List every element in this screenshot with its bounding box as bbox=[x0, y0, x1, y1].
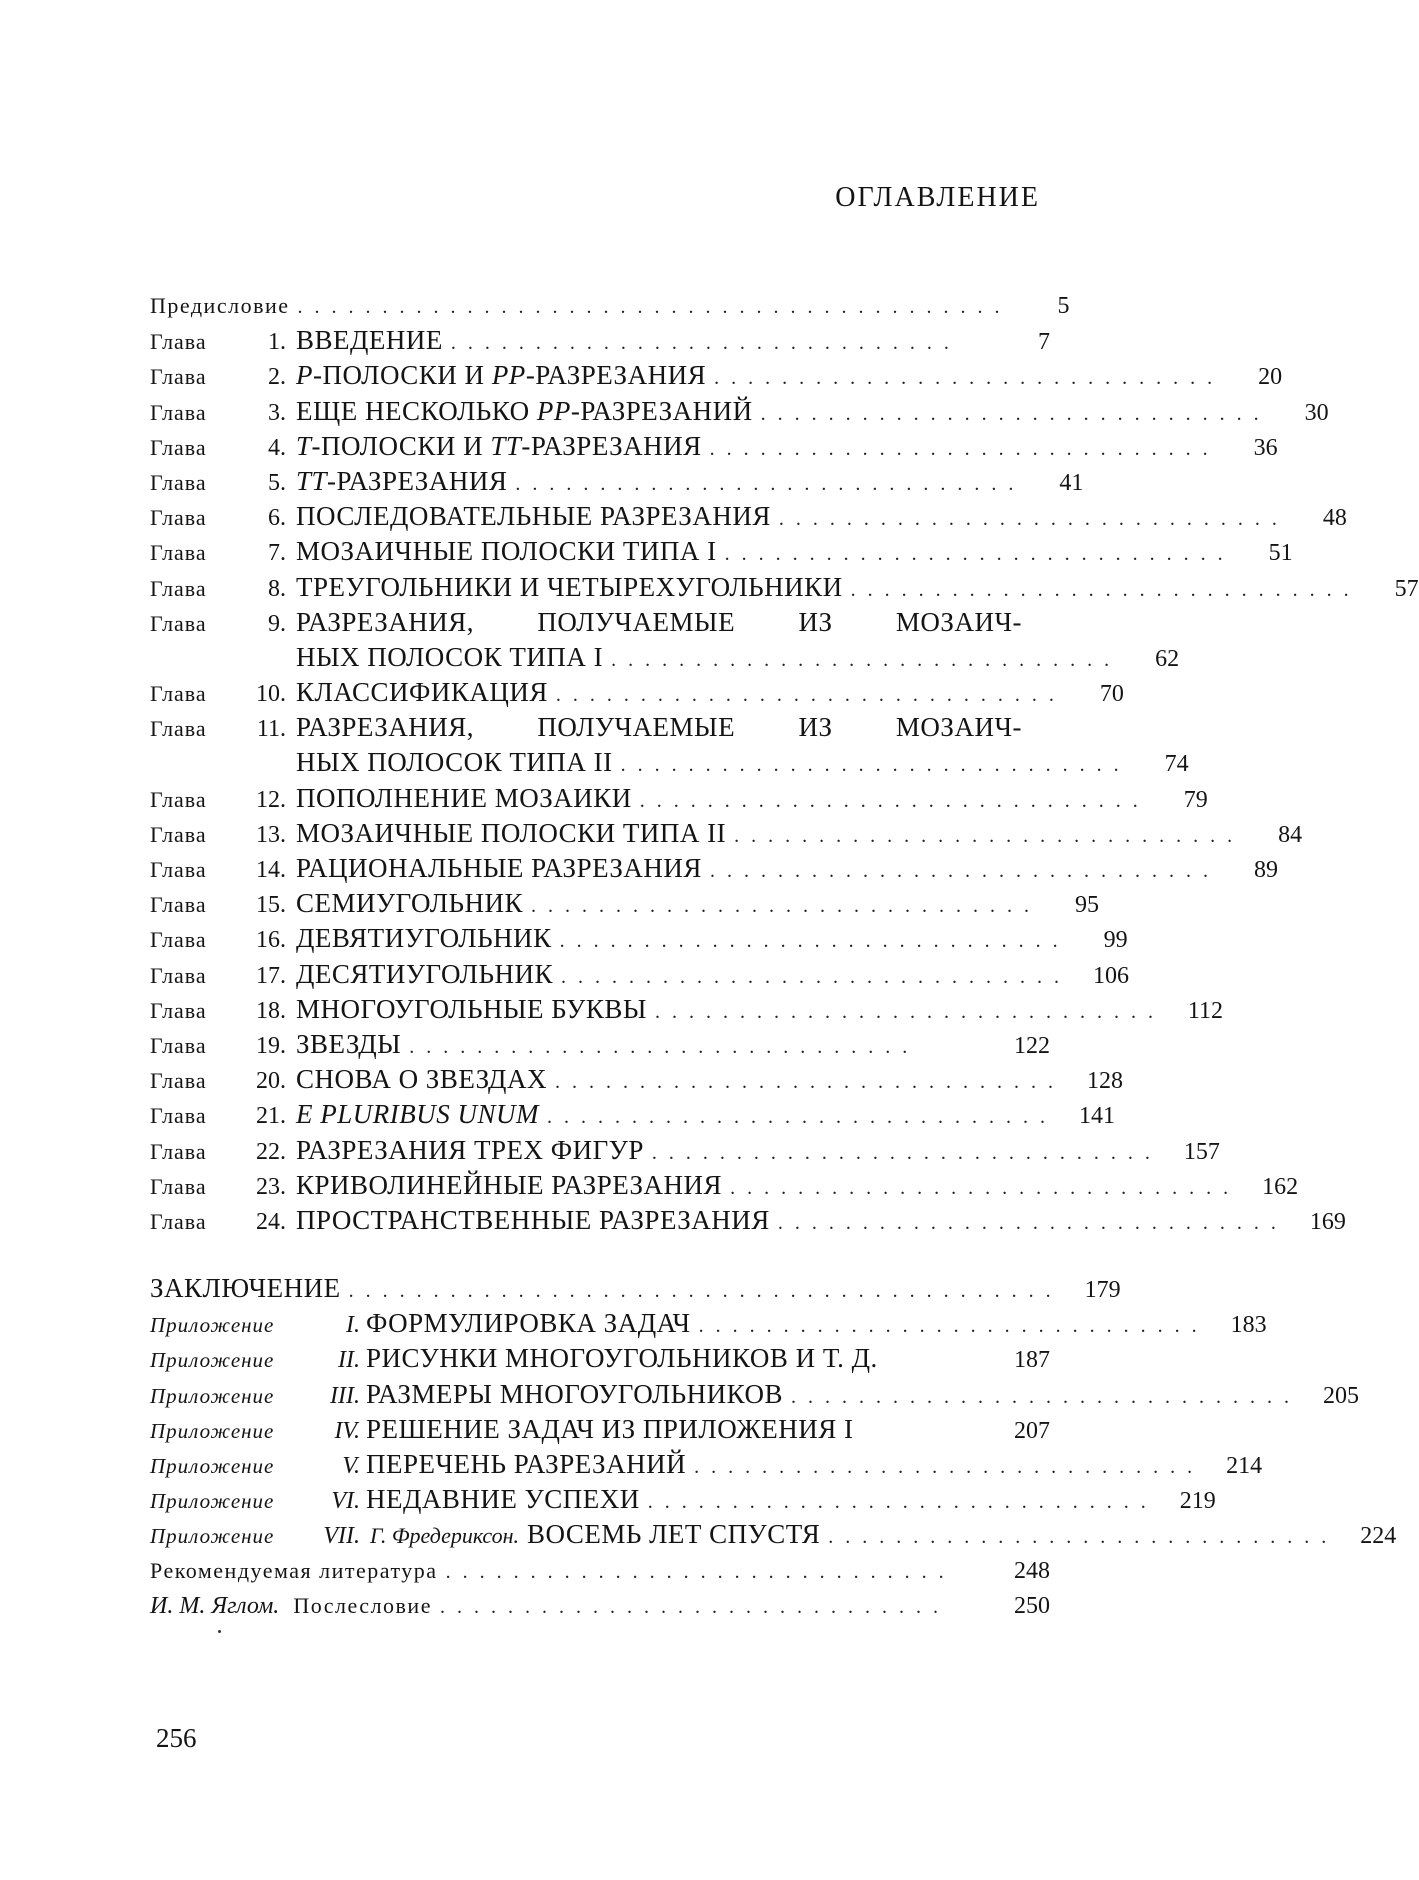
chapter-number: 12. bbox=[236, 783, 296, 818]
dot-leader: .............................. bbox=[515, 467, 1025, 502]
chapter-title: ПРОСТРАНСТВЕННЫЕ РАЗРЕЗАНИЯ bbox=[296, 1203, 770, 1238]
appendix-author: Г. Фредериксон. bbox=[370, 1518, 519, 1553]
toc-entry-page: 224 bbox=[1350, 1519, 1396, 1554]
chapter-label: Глава bbox=[150, 676, 236, 711]
toc-entry-chapter[interactable] bbox=[150, 464, 1050, 499]
toc-entry-page: 162 bbox=[1252, 1170, 1298, 1205]
chapter-number: 2. bbox=[236, 360, 296, 395]
toc-entry-continuation[interactable] bbox=[150, 640, 1050, 675]
toc-entry-page: 112 bbox=[1177, 994, 1223, 1029]
dot-leader: .............................. bbox=[734, 819, 1244, 854]
dot-leader: .............................. bbox=[547, 1100, 1057, 1135]
chapter-title: Т-ПОЛОСКИ И ТТ-РАЗРЕЗАНИЯ bbox=[296, 429, 702, 464]
chapter-label: Глава bbox=[150, 606, 236, 641]
dot-leader: .............................. bbox=[451, 326, 992, 361]
dot-leader: .............................. bbox=[556, 678, 1066, 713]
chapter-title: ПОПОЛНЕНИЕ МОЗАИКИ bbox=[296, 781, 632, 816]
toc-entry-page: 169 bbox=[1300, 1205, 1346, 1240]
toc-entry-chapter[interactable] bbox=[150, 851, 1050, 886]
dot-leader: .............................. bbox=[621, 748, 1131, 783]
toc-entry-chapter[interactable] bbox=[150, 1062, 1050, 1097]
appendix-label: Приложение bbox=[150, 1308, 320, 1343]
toc-entry-appendix[interactable] bbox=[150, 1482, 1050, 1517]
chapter-number: 6. bbox=[236, 501, 296, 536]
chapter-label: Глава bbox=[150, 817, 236, 852]
dot-leader: .............................. bbox=[446, 1555, 992, 1590]
chapter-number: 13. bbox=[236, 818, 296, 853]
chapter-label: Глава bbox=[150, 1098, 236, 1133]
toc-entry-page: 36 bbox=[1232, 431, 1278, 466]
toc-entry-chapter[interactable] bbox=[150, 534, 1050, 569]
chapter-title-line-2: НЫХ ПОЛОСОК ТИПА II bbox=[296, 745, 613, 780]
chapter-number: 8. bbox=[236, 572, 296, 607]
appendix-title: РИСУНКИ МНОГОУГОЛЬНИКОВ И Т. Д. bbox=[366, 1341, 878, 1376]
toc-entry-page: 122 bbox=[1004, 1029, 1050, 1064]
dot-leader: .............................. bbox=[791, 1380, 1301, 1415]
dot-leader: .............................. bbox=[778, 1206, 1288, 1241]
toc-entry-chapter[interactable] bbox=[150, 1133, 1050, 1168]
toc-entry-page: 41 bbox=[1037, 466, 1083, 501]
dot-leader: .............................. bbox=[714, 361, 1224, 396]
toc-entry-page: 207 bbox=[1004, 1414, 1050, 1449]
dot-leader: .............................. bbox=[710, 432, 1220, 467]
chapter-label: Глава bbox=[150, 993, 236, 1028]
chapter-label: Глава bbox=[150, 922, 236, 957]
appendix-number: III. bbox=[320, 1379, 366, 1414]
dot-leader: .......................................... bbox=[349, 1274, 1063, 1309]
toc-entry-preface[interactable] bbox=[150, 288, 1050, 323]
dot-leader: .............................. bbox=[561, 960, 1071, 995]
dot-leader: .............................. bbox=[648, 1485, 1158, 1520]
chapter-number: 9. bbox=[236, 607, 296, 642]
chapter-label: Глава bbox=[150, 359, 236, 394]
toc-entry-appendix[interactable] bbox=[150, 1517, 1050, 1552]
toc-entry-title: ЗАКЛЮЧЕНИЕ bbox=[150, 1271, 341, 1306]
appendix-label: Приложение bbox=[150, 1414, 320, 1449]
dot-leader: .............................. bbox=[730, 1171, 1240, 1206]
appendix-title: ФОРМУЛИРОВКА ЗАДАЧ bbox=[366, 1306, 691, 1341]
chapter-number: 3. bbox=[236, 396, 296, 431]
chapter-title: МОЗАИЧНЫЕ ПОЛОСКИ ТИПА I bbox=[296, 534, 717, 569]
toc-entry-chapter[interactable] bbox=[150, 1203, 1050, 1238]
toc-entry-page: 205 bbox=[1313, 1379, 1359, 1414]
chapter-title: МОЗАИЧНЫЕ ПОЛОСКИ ТИПА II bbox=[296, 816, 726, 851]
appendix-number: II. bbox=[320, 1343, 366, 1378]
chapter-title: ТТ-РАЗРЕЗАНИЯ bbox=[296, 464, 507, 499]
toc-entry-chapter[interactable] bbox=[150, 394, 1050, 429]
toc-entry-page: 79 bbox=[1162, 783, 1208, 818]
toc-entry-chapter[interactable] bbox=[150, 886, 1050, 921]
toc-entry-appendix[interactable] bbox=[150, 1306, 1050, 1341]
toc-entry-page: 70 bbox=[1078, 677, 1124, 712]
toc-list-main bbox=[150, 288, 1050, 1238]
dot-leader: .............................. bbox=[555, 1065, 1065, 1100]
chapter-number: 1. bbox=[236, 325, 296, 360]
dot-leader: .............................. bbox=[611, 643, 1121, 678]
appendix-number: IV. bbox=[320, 1414, 366, 1449]
toc-entry-page: 62 bbox=[1133, 642, 1179, 677]
chapter-title: E PLURIBUS UNUM bbox=[296, 1097, 539, 1132]
toc-entry-chapter[interactable] bbox=[150, 992, 1050, 1027]
appendix-label: Приложение bbox=[150, 1519, 320, 1554]
chapter-title: КЛАССИФИКАЦИЯ bbox=[296, 675, 548, 710]
afterword-author: И. М. Яглом. bbox=[150, 1589, 279, 1624]
toc-entry-chapter[interactable] bbox=[150, 358, 1050, 393]
dot-leader: .......................................... bbox=[298, 290, 1012, 325]
chapter-title: ДЕСЯТИУГОЛЬНИК bbox=[296, 957, 553, 992]
chapter-title: РАЦИОНАЛЬНЫЕ РАЗРЕЗАНИЯ bbox=[296, 851, 702, 886]
dot-leader: .............................. bbox=[761, 397, 1271, 432]
toc-entry-page: 95 bbox=[1053, 888, 1099, 923]
chapter-label: Глава bbox=[150, 1028, 236, 1063]
toc-entry-chapter[interactable] bbox=[150, 429, 1050, 464]
chapter-label: Глава bbox=[150, 1204, 236, 1239]
toc-entry-page: 183 bbox=[1221, 1308, 1267, 1343]
chapter-title: Р-ПОЛОСКИ И РР-РАЗРЕЗАНИЯ bbox=[296, 358, 706, 393]
chapter-title-line-2: НЫХ ПОЛОСОК ТИПА I bbox=[296, 640, 603, 675]
dot-leader: .............................. bbox=[699, 1309, 1209, 1344]
dot-leader: .............................. bbox=[851, 573, 1361, 608]
appendix-title: РЕШЕНИЕ ЗАДАЧ ИЗ ПРИЛОЖЕНИЯ I bbox=[366, 1412, 853, 1447]
dot-leader: .............................. bbox=[725, 537, 1235, 572]
chapter-number: 17. bbox=[236, 959, 296, 994]
chapter-title: ДЕВЯТИУГОЛЬНИК bbox=[296, 921, 552, 956]
toc-entry-chapter[interactable] bbox=[150, 957, 1050, 992]
toc-entry-chapter[interactable] bbox=[150, 816, 1050, 851]
toc-entry-chapter[interactable] bbox=[150, 1168, 1050, 1203]
chapter-title: ЕЩЕ НЕСКОЛЬКО РР-РАЗРЕЗАНИЙ bbox=[296, 394, 753, 429]
chapter-title: ТРЕУГОЛЬНИКИ И ЧЕТЫРЕХУГОЛЬНИКИ bbox=[296, 570, 843, 605]
toc-entry-page: 219 bbox=[1170, 1484, 1216, 1519]
toc-entry-chapter[interactable] bbox=[150, 781, 1050, 816]
dot-leader: .............................. bbox=[779, 502, 1289, 537]
toc-entry-page: 30 bbox=[1283, 396, 1329, 431]
chapter-title: ВВЕДЕНИЕ bbox=[296, 323, 443, 358]
toc-entry-page: 248 bbox=[1004, 1554, 1050, 1589]
chapter-number: 18. bbox=[236, 994, 296, 1029]
toc-entry-page: 74 bbox=[1143, 747, 1189, 782]
toc-entry-chapter[interactable] bbox=[150, 499, 1050, 534]
toc-entry-literature[interactable] bbox=[150, 1553, 1050, 1588]
appendix-label: Приложение bbox=[150, 1449, 320, 1484]
toc-entry-appendix[interactable] bbox=[150, 1341, 1050, 1376]
chapter-number: 11. bbox=[236, 712, 296, 747]
toc-entry-appendix[interactable] bbox=[150, 1377, 1050, 1412]
toc-entry-title: Рекомендуемая литература bbox=[150, 1553, 438, 1588]
chapter-number: 14. bbox=[236, 853, 296, 888]
toc-entry-page: 89 bbox=[1232, 853, 1278, 888]
dot-leader: .............................. bbox=[409, 1030, 992, 1065]
toc-entry-appendix[interactable] bbox=[150, 1412, 1050, 1447]
chapter-label: Глава bbox=[150, 571, 236, 606]
toc-entry-conclusion[interactable] bbox=[150, 1271, 1050, 1306]
chapter-title: СЕМИУГОЛЬНИК bbox=[296, 886, 523, 921]
chapter-number: 10. bbox=[236, 677, 296, 712]
appendix-number: I. bbox=[320, 1308, 366, 1343]
toc-entry-title: Предисловие bbox=[150, 288, 290, 323]
chapter-label: Глава bbox=[150, 395, 236, 430]
toc-entry-chapter[interactable] bbox=[150, 1097, 1050, 1132]
chapter-number: 22. bbox=[236, 1135, 296, 1170]
toc-entry-chapter[interactable] bbox=[150, 1027, 1050, 1062]
toc-entry-chapter[interactable] bbox=[150, 605, 1050, 640]
toc-entry-page: 179 bbox=[1075, 1273, 1121, 1308]
appendix-number: VII. bbox=[320, 1519, 366, 1554]
chapter-label: Глава bbox=[150, 782, 236, 817]
appendix-label: Приложение bbox=[150, 1484, 320, 1519]
toc-entry-afterword[interactable] bbox=[150, 1588, 1050, 1623]
toc-entry-appendix[interactable] bbox=[150, 1447, 1050, 1482]
chapter-label: Глава bbox=[150, 958, 236, 993]
chapter-label: Глава bbox=[150, 1134, 236, 1169]
chapter-title: РАЗРЕЗАНИЯ ТРЕХ ФИГУР bbox=[296, 1133, 644, 1168]
appendix-title: ВОСЕМЬ ЛЕТ СПУСТЯ bbox=[527, 1517, 820, 1552]
toc-entry-chapter[interactable] bbox=[150, 710, 1050, 745]
chapter-number: 16. bbox=[236, 923, 296, 958]
toc-entry-page: 128 bbox=[1077, 1064, 1123, 1099]
dot-leader: .............................. bbox=[694, 1450, 1204, 1485]
toc-entry-page: 57 bbox=[1373, 572, 1419, 607]
chapter-number: 7. bbox=[236, 536, 296, 571]
chapter-title: МНОГОУГОЛЬНЫЕ БУКВЫ bbox=[296, 992, 647, 1027]
chapter-number: 24. bbox=[236, 1205, 296, 1240]
chapter-number: 21. bbox=[236, 1099, 296, 1134]
chapter-label: Глава bbox=[150, 887, 236, 922]
toc-entry-page: 48 bbox=[1301, 501, 1347, 536]
chapter-label: Глава bbox=[150, 500, 236, 535]
chapter-label: Глава bbox=[150, 535, 236, 570]
toc-entry-page: 106 bbox=[1083, 959, 1129, 994]
chapter-number: 20. bbox=[236, 1064, 296, 1099]
dot-leader: .............................. bbox=[710, 854, 1220, 889]
toc-entry-page: 84 bbox=[1256, 818, 1302, 853]
toc-entry-chapter[interactable] bbox=[150, 921, 1050, 956]
chapter-number: 15. bbox=[236, 888, 296, 923]
toc-entry-chapter[interactable] bbox=[150, 323, 1050, 358]
chapter-number: 23. bbox=[236, 1170, 296, 1205]
toc-entry-chapter[interactable] bbox=[150, 675, 1050, 710]
chapter-title-line-1: РАЗРЕЗАНИЯ, ПОЛУЧАЕМЫЕ ИЗ МОЗАИЧ- bbox=[296, 605, 1050, 640]
appendix-title: НЕДАВНИЕ УСПЕХИ bbox=[366, 1482, 640, 1517]
chapter-label: Глава bbox=[150, 465, 236, 500]
dot-leader: .............................. bbox=[440, 1590, 992, 1625]
toc-entry-page: 51 bbox=[1247, 536, 1293, 571]
toc-entry-page: 20 bbox=[1236, 360, 1282, 395]
appendix-number: VI. bbox=[320, 1484, 366, 1519]
chapter-label: Глава bbox=[150, 1063, 236, 1098]
dot-leader: .............................. bbox=[652, 1136, 1162, 1171]
toc-entry-chapter[interactable] bbox=[150, 570, 1050, 605]
toc-list-back-matter bbox=[150, 1271, 1050, 1623]
toc-entry-title: Послесловие bbox=[293, 1588, 432, 1623]
chapter-number: 5. bbox=[236, 466, 296, 501]
chapter-label: Глава bbox=[150, 1169, 236, 1204]
page-title: ОГЛАВЛЕНИЕ bbox=[835, 182, 1040, 214]
dot-leader: .............................. bbox=[560, 924, 1070, 959]
appendix-number: V. bbox=[320, 1449, 366, 1484]
toc-entry-page: 214 bbox=[1216, 1449, 1262, 1484]
dot-leader: .............................. bbox=[531, 889, 1041, 924]
chapter-label: Глава bbox=[150, 324, 236, 359]
appendix-title: РАЗМЕРЫ МНОГОУГОЛЬНИКОВ bbox=[366, 1377, 783, 1412]
print-speck bbox=[218, 1630, 221, 1633]
page-number: 256 bbox=[156, 1723, 197, 1754]
appendix-title: ПЕРЕЧЕНЬ РАЗРЕЗАНИЙ bbox=[366, 1447, 686, 1482]
toc-entry-page: 250 bbox=[1004, 1589, 1050, 1624]
dot-leader: .............................. bbox=[640, 784, 1150, 819]
dot-leader: .............................. bbox=[655, 995, 1165, 1030]
chapter-label: Глава bbox=[150, 711, 236, 746]
chapter-title-line-1: РАЗРЕЗАНИЯ, ПОЛУЧАЕМЫЕ ИЗ МОЗАИЧ- bbox=[296, 710, 1050, 745]
toc-entry-page: 187 bbox=[1004, 1343, 1050, 1378]
chapter-title: КРИВОЛИНЕЙНЫЕ РАЗРЕЗАНИЯ bbox=[296, 1168, 722, 1203]
chapter-title: СНОВА О ЗВЕЗДАХ bbox=[296, 1062, 547, 1097]
chapter-label: Глава bbox=[150, 852, 236, 887]
appendix-label: Приложение bbox=[150, 1379, 320, 1414]
chapter-title: ЗВЕЗДЫ bbox=[296, 1027, 401, 1062]
toc-entry-page: 157 bbox=[1174, 1135, 1220, 1170]
chapter-number: 19. bbox=[236, 1029, 296, 1064]
dot-leader: .............................. bbox=[828, 1520, 1338, 1555]
toc-entry-continuation[interactable] bbox=[150, 745, 1050, 780]
appendix-label: Приложение bbox=[150, 1343, 320, 1378]
chapter-title: ПОСЛЕДОВАТЕЛЬНЫЕ РАЗРЕЗАНИЯ bbox=[296, 499, 771, 534]
toc-entry-page: 141 bbox=[1069, 1099, 1115, 1134]
toc-entry-page: 99 bbox=[1082, 923, 1128, 958]
chapter-number: 4. bbox=[236, 431, 296, 466]
chapter-label: Глава bbox=[150, 430, 236, 465]
toc-entry-page: 5 bbox=[1024, 289, 1070, 324]
toc-entry-page: 7 bbox=[1004, 325, 1050, 360]
